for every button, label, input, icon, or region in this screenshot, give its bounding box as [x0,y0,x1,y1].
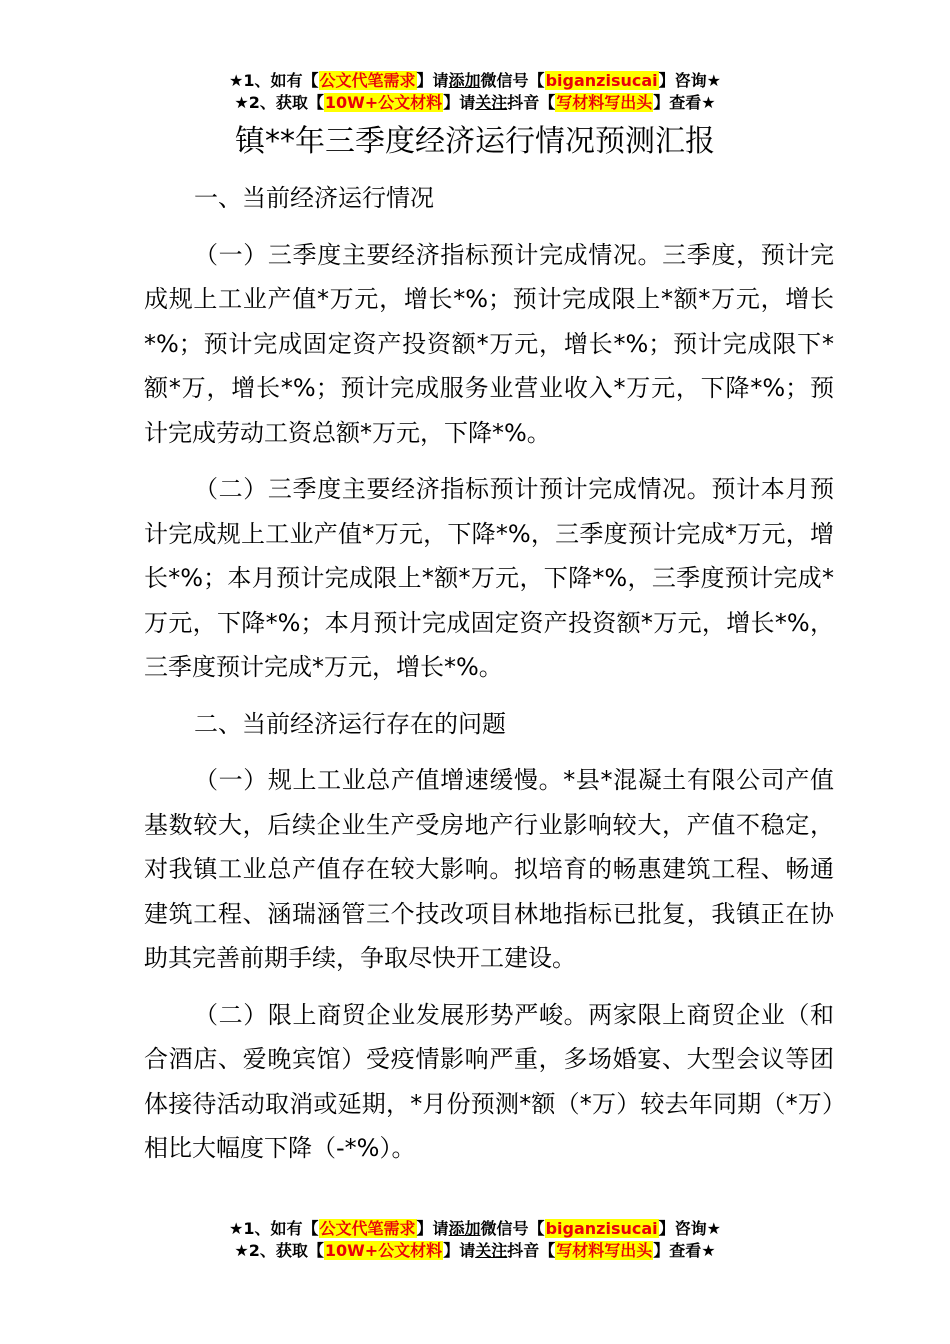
promo-underlined: 关注 [475,93,508,112]
section-heading-2: 二、当前经济运行存在的问题 [194,709,506,738]
promo-highlight: 10W+公文材料 [324,1241,443,1260]
promo-text: 】咨询★ [658,71,721,90]
promo-highlight: 公文代笔需求 [319,1219,416,1238]
paragraph-1: （一）三季度主要经济指标预计完成情况。三季度，预计完成规上工业产值*万元，增长*%；预计完成限上*额*万元，增长*%；预计完成固定资产投资额*万元，增长*%；预计完成限下*额*万，增长*%；预计完成服务业营业收入*万元，下降*%；预计完成劳动工资总额*万元，下降*%。 [144,240,834,447]
promo-line-2 [0,1240,950,1262]
promo-highlight: 10W+公文材料 [324,93,443,112]
promo-text: ★1、如有【 [229,1219,319,1238]
promo-text: 】请 [416,1219,449,1238]
promo-highlight-douyin-id: 写材料写出头 [556,93,653,112]
promo-text: ★2、获取【 [234,93,324,112]
promo-text: 】请 [443,93,476,112]
promo-underlined: 关注 [475,1241,508,1260]
promo-text: ★1、如有【 [229,71,319,90]
promo-highlight-wechat-id: biganzisucai [545,71,658,90]
promo-text: 微信号【 [480,71,545,90]
paragraph-4: （二）限上商贸企业发展形势严峻。两家限上商贸企业（和合酒店、爱晚宾馆）受疫情影响严重，多场婚宴、大型会议等团体接待活动取消或延期，*月份预测*额（*万）较去年同期（*万）相比大幅度下降（-*%）。 [144,1000,834,1162]
promo-line-1 [0,1218,950,1240]
promo-text: ★2、获取【 [234,1241,324,1260]
section-heading-1: 一、当前经济运行情况 [194,184,434,212]
promo-highlight: 公文代笔需求 [319,71,416,90]
promo-text: 】咨询★ [658,1219,721,1238]
promo-underlined: 添加 [448,1219,481,1238]
promo-highlight-wechat-id: biganzisucai [545,1219,658,1238]
promo-text: 抖音【 [507,93,556,112]
document-title: 镇**年三季度经济运行情况预测汇报 [235,124,715,159]
promo-text: 抖音【 [507,1241,556,1260]
promo-line-1 [0,70,950,92]
promo-highlight-douyin-id: 写材料写出头 [556,1241,653,1260]
promo-text: 】请 [443,1241,476,1260]
promo-text: 】请 [416,71,449,90]
document-body [144,176,834,1183]
paragraph-3: （一）规上工业总产值增速缓慢。*县*混凝土有限公司产值基数较大，后续企业生产受房地产行业影响较大，产值不稳定，对我镇工业总产值存在较大影响。拟培育的畅惠建筑工程、畅通建筑工程、涵瑞涵管三个技改项目林地指标已批复，我镇正在协助其完善前期手续，争取尽快开工建设。 [144,766,834,972]
promo-text: 】查看★ [653,93,716,112]
promo-banner-top [0,70,950,114]
promo-banner-bottom [0,1218,950,1262]
promo-underlined: 添加 [448,71,481,90]
promo-text: 】查看★ [653,1241,716,1260]
promo-text: 微信号【 [480,1219,545,1238]
paragraph-2: （二）三季度主要经济指标预计预计完成情况。预计本月预计完成规上工业产值*万元，下降*%，三季度预计完成*万元，增长*%；本月预计完成限上*额*万元，下降*%，三季度预计完成*万元，下降*%；本月预计完成固定资产投资额*万元，增长*%，三季度预计完成*万元，增长*%。 [144,475,834,681]
promo-line-2 [0,92,950,114]
